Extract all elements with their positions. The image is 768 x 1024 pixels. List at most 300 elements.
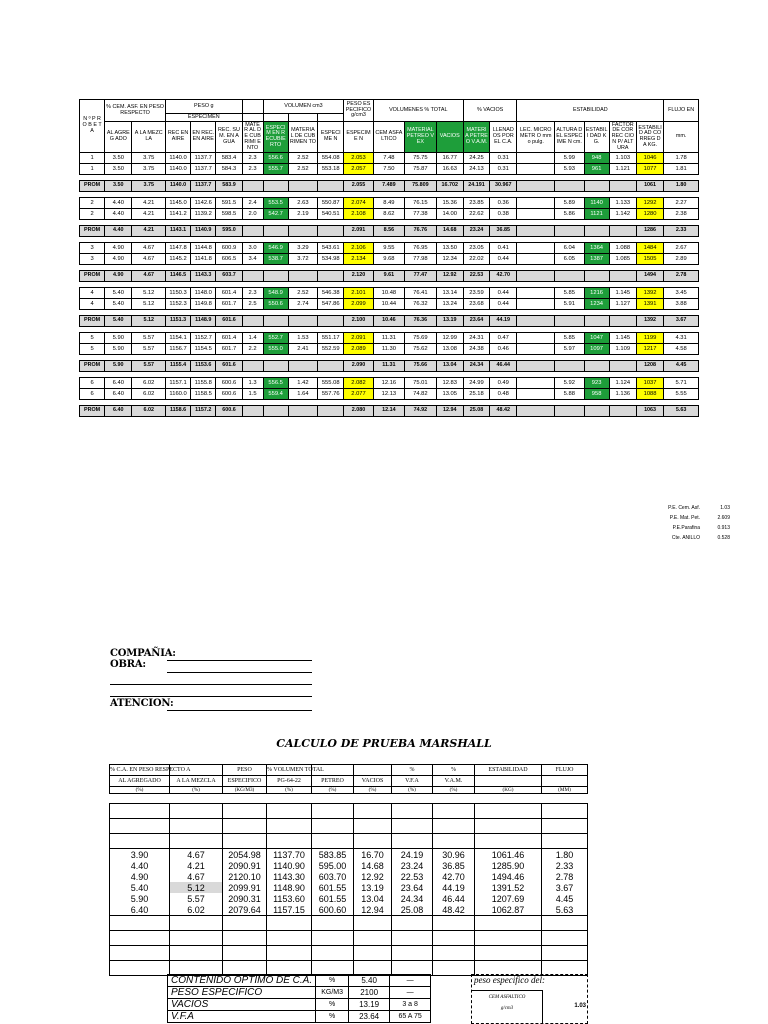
data-cell: 1088 (636, 389, 663, 400)
data-cell: 552.59 (318, 344, 344, 355)
average-cell: 8.56 (373, 226, 404, 237)
summary-header-cell: (%) (354, 787, 392, 794)
data-cell: 5.97 (555, 344, 584, 355)
average-cell: 75.809 (405, 181, 436, 192)
data-cell (517, 299, 555, 310)
summary-cell: 46.44 (433, 893, 475, 904)
average-cell: 1208 (636, 361, 663, 372)
data-cell: 3 (80, 243, 105, 254)
average-cell: 3.67 (664, 316, 699, 327)
average-cell (609, 316, 636, 327)
data-cell: 1140 (584, 198, 609, 209)
average-cell (555, 316, 584, 327)
average-cell: 76.36 (405, 316, 436, 327)
summary-header-cell: ESPECIFICO (223, 776, 267, 787)
data-cell: 2.63 (288, 198, 317, 209)
header-cell: ESTABILIDAD (517, 100, 664, 122)
average-cell: 4.40 (105, 226, 132, 237)
data-cell: 598.5 (216, 209, 242, 220)
optimum-name: V.F.A (168, 1011, 316, 1023)
average-cell: 22.53 (463, 271, 489, 282)
average-cell (263, 361, 288, 372)
average-row (80, 316, 699, 327)
summary-cell: 2090.31 (223, 893, 267, 904)
data-cell (517, 378, 555, 389)
data-cell (517, 164, 555, 175)
average-cell (318, 406, 344, 417)
average-cell: 583.9 (216, 181, 242, 192)
average-cell (584, 406, 609, 417)
table-row (80, 209, 699, 220)
average-cell: 42.70 (490, 271, 517, 282)
data-cell: 22.02 (463, 254, 489, 265)
average-cell: 603.7 (216, 271, 242, 282)
average-cell (242, 271, 263, 282)
header-cell: MATER AL DE CUBRIMI ENTO (242, 122, 263, 153)
average-cell (555, 181, 584, 192)
data-cell: 1.103 (609, 153, 636, 164)
summary-cell: 13.04 (354, 893, 392, 904)
data-cell: 1141.2 (166, 209, 191, 220)
average-cell (609, 181, 636, 192)
header-cell: % CEM. ASF. EN PESO RESPECTO (105, 100, 166, 122)
summary-header-cell: PETREO (312, 776, 354, 787)
data-cell: 4.31 (664, 333, 699, 344)
empty-cell (542, 946, 588, 961)
header-cell: LEC. MICROMETR O mm o pulg. (517, 122, 555, 153)
summary-cell: 1.80 (542, 849, 588, 861)
data-cell: 8.49 (373, 198, 404, 209)
data-cell: 23.59 (463, 288, 489, 299)
data-cell: 551.17 (318, 333, 344, 344)
average-row (80, 406, 699, 417)
empty-cell (475, 931, 542, 946)
data-cell: 2.089 (344, 344, 373, 355)
summary-cell: 1143.30 (267, 871, 312, 882)
table-row (80, 198, 699, 209)
data-cell: 4.67 (132, 243, 166, 254)
data-cell: 12.13 (373, 389, 404, 400)
header-cell: MATERIAL PETREO VEX (405, 122, 436, 153)
header-cell: ESPECIM EN RECUBIE RTO (263, 122, 288, 153)
data-cell: 1364 (584, 243, 609, 254)
data-cell: 5.99 (555, 153, 584, 164)
data-cell: 553.5 (263, 198, 288, 209)
data-cell: 1391 (636, 299, 663, 310)
data-cell: 1.124 (609, 378, 636, 389)
average-cell (288, 316, 317, 327)
summary-cell: 42.70 (433, 871, 475, 882)
data-cell: 12.34 (436, 254, 463, 265)
summary-cell: 1285.90 (475, 860, 542, 871)
data-cell: 77.38 (405, 209, 436, 220)
summary-header-row (110, 765, 588, 776)
data-cell: 1.085 (609, 254, 636, 265)
spacer-cell (312, 794, 354, 804)
data-cell: 600.9 (216, 243, 242, 254)
data-cell (517, 209, 555, 220)
data-cell: 2.52 (288, 288, 317, 299)
data-cell: 4.21 (132, 209, 166, 220)
data-cell: 2.0 (242, 209, 263, 220)
average-cell: 3.50 (105, 181, 132, 192)
average-cell: 1158.6 (166, 406, 191, 417)
data-cell: 1.142 (609, 209, 636, 220)
data-cell: 0.47 (490, 333, 517, 344)
empty-cell (110, 804, 170, 819)
optimum-value: 13.19 (349, 999, 390, 1011)
summary-cell: 600.60 (312, 904, 354, 916)
data-cell: 1.42 (288, 378, 317, 389)
data-cell: 1392 (636, 288, 663, 299)
summary-cell: 25.08 (392, 904, 433, 916)
data-cell: 5.71 (664, 378, 699, 389)
table-row (110, 860, 588, 871)
average-cell: 1143.3 (191, 271, 216, 282)
average-cell: 1061 (636, 181, 663, 192)
summary-cell: 1391.52 (475, 882, 542, 893)
optimum-row (168, 999, 431, 1011)
data-cell: 550.87 (318, 198, 344, 209)
table-row (80, 333, 699, 344)
data-cell: 13.24 (436, 299, 463, 310)
empty-cell (354, 931, 392, 946)
data-cell: 6.04 (555, 243, 584, 254)
empty-cell (392, 834, 433, 849)
table-row (110, 871, 588, 882)
average-cell: 600.6 (216, 406, 242, 417)
average-cell (263, 271, 288, 282)
average-cell: 1146.5 (166, 271, 191, 282)
data-cell: 24.99 (463, 378, 489, 389)
empty-cell (542, 834, 588, 849)
data-cell: 540.51 (318, 209, 344, 220)
empty-cell (312, 916, 354, 931)
data-cell: 559.4 (263, 389, 288, 400)
average-cell: PROM (80, 181, 105, 192)
data-cell: 0.38 (490, 209, 517, 220)
data-cell: 23.05 (463, 243, 489, 254)
data-cell: 2.2 (242, 344, 263, 355)
optimum-row (168, 987, 431, 999)
average-cell: 1392 (636, 316, 663, 327)
summary-header-cell: PG-64-22 (267, 776, 312, 787)
average-cell (584, 271, 609, 282)
average-cell: 5.90 (105, 361, 132, 372)
data-cell: 5.90 (105, 344, 132, 355)
empty-cell (433, 804, 475, 819)
header-cell: mm. (664, 122, 699, 153)
empty-cell (392, 916, 433, 931)
average-cell: 1063 (636, 406, 663, 417)
summary-header-cell: V.F.A (392, 776, 433, 787)
data-cell: 0.48 (490, 389, 517, 400)
table-row (80, 299, 699, 310)
summary-header-cell: % (392, 765, 433, 776)
pe-key: P.E.Parafina (672, 525, 700, 531)
marshall-main-table (79, 99, 699, 417)
data-cell: 25.18 (463, 389, 489, 400)
data-cell: 5.93 (555, 164, 584, 175)
average-cell: 9.61 (373, 271, 404, 282)
summary-cell: 1148.90 (267, 882, 312, 893)
empty-cell (223, 819, 267, 834)
summary-header-cell: (%) (392, 787, 433, 794)
data-cell: 6.02 (132, 378, 166, 389)
data-cell: 2.41 (288, 344, 317, 355)
summary-cell: 22.53 (392, 871, 433, 882)
summary-header-cell: (%) (110, 787, 170, 794)
table-row (110, 904, 588, 916)
average-cell: 44.19 (490, 316, 517, 327)
empty-cell (354, 946, 392, 961)
data-cell: 534.98 (318, 254, 344, 265)
average-cell (555, 361, 584, 372)
spacer-cell (170, 794, 223, 804)
summary-cell: 601.55 (312, 882, 354, 893)
header-cell: PESO g (166, 100, 243, 114)
data-cell: 10.44 (373, 299, 404, 310)
data-cell: 546.9 (263, 243, 288, 254)
data-cell: 542.7 (263, 209, 288, 220)
data-cell: 1147.8 (166, 243, 191, 254)
header-cell: MATERIA PETREO V.A.M. (463, 122, 489, 153)
data-cell: 550.6 (263, 299, 288, 310)
average-cell: 2.78 (664, 271, 699, 282)
summary-header-row (110, 776, 588, 787)
average-cell: 24.34 (463, 361, 489, 372)
attention-label: ATENCION: (110, 698, 174, 709)
data-cell: 2.053 (344, 153, 373, 164)
header-cell: FACTOR DE CORREC CION P/ ALTURA (609, 122, 636, 153)
summary-cell: 1137.70 (267, 849, 312, 861)
average-cell: 3.75 (132, 181, 166, 192)
data-cell: 1484 (636, 243, 663, 254)
data-cell: 23.85 (463, 198, 489, 209)
blank-line-1 (110, 684, 312, 685)
data-cell (517, 333, 555, 344)
average-cell (555, 406, 584, 417)
average-cell: 14.68 (436, 226, 463, 237)
average-cell (288, 406, 317, 417)
summary-cell: 24.34 (392, 893, 433, 904)
average-cell: 76.76 (405, 226, 436, 237)
header-cell: AL AGREG ADO (105, 122, 132, 153)
data-cell: 2.3 (242, 288, 263, 299)
optimum-range: 3 a 8 (390, 999, 431, 1011)
empty-cell (170, 804, 223, 819)
header-cell: VACIOS (436, 122, 463, 153)
summary-cell: 5.12 (170, 882, 223, 893)
data-cell: 10.48 (373, 288, 404, 299)
empty-cell (475, 916, 542, 931)
data-cell: 1140.0 (166, 164, 191, 175)
spacer-cell (433, 794, 475, 804)
summary-cell: 2099.91 (223, 882, 267, 893)
header-cell: N º P R O B E T A (80, 100, 105, 153)
data-cell: 1152.3 (166, 299, 191, 310)
data-cell (517, 344, 555, 355)
empty-cell (392, 804, 433, 819)
spacer-cell (110, 794, 170, 804)
spacer-cell (267, 794, 312, 804)
data-cell: 1 (80, 153, 105, 164)
optimum-unit: % (316, 975, 349, 987)
summary-cell: 5.40 (110, 882, 170, 893)
average-cell: 7.489 (373, 181, 404, 192)
summary-cell: 4.21 (170, 860, 223, 871)
average-cell (263, 406, 288, 417)
average-row (80, 226, 699, 237)
empty-cell (223, 834, 267, 849)
data-cell: 1145.2 (166, 254, 191, 265)
empty-cell (392, 946, 433, 961)
average-cell: 16.702 (436, 181, 463, 192)
empty-cell (433, 961, 475, 976)
data-cell (517, 243, 555, 254)
data-cell: 1145.0 (166, 198, 191, 209)
data-cell: 2.67 (664, 243, 699, 254)
data-cell: 2.057 (344, 164, 373, 175)
gravity-label-cell (472, 990, 543, 1023)
header-cell (318, 114, 344, 122)
empty-cell (312, 819, 354, 834)
average-cell: 2.100 (344, 316, 373, 327)
table-row (110, 893, 588, 904)
marshall-data-sheet (79, 99, 699, 417)
data-cell: 2.3 (242, 153, 263, 164)
summary-cell: 23.24 (392, 860, 433, 871)
optimum-unit: % (316, 999, 349, 1011)
average-cell: 2.090 (344, 361, 373, 372)
data-cell: 7.48 (373, 153, 404, 164)
summary-cell: 3.90 (110, 849, 170, 861)
data-cell: 1047 (584, 333, 609, 344)
data-cell (517, 254, 555, 265)
average-cell: 4.21 (132, 226, 166, 237)
pe-key: P.E. Cem. Asf. (668, 505, 700, 511)
data-cell: 2.89 (664, 254, 699, 265)
work-label: OBRA: (110, 659, 146, 670)
work-line (167, 672, 312, 673)
data-cell: 601.4 (216, 333, 242, 344)
summary-header-cell: ESTABILIDAD (475, 765, 542, 776)
average-cell (288, 181, 317, 192)
summary-header-cell: VACIOS (354, 776, 392, 787)
average-cell: 4.67 (132, 271, 166, 282)
summary-cell: 2.33 (542, 860, 588, 871)
data-cell: 1154.5 (191, 344, 216, 355)
data-cell: 2.5 (242, 299, 263, 310)
empty-cell (312, 804, 354, 819)
data-cell: 9.68 (373, 254, 404, 265)
average-cell: 30.967 (490, 181, 517, 192)
data-cell: 6.02 (132, 389, 166, 400)
data-cell: 5.12 (132, 288, 166, 299)
empty-cell (312, 834, 354, 849)
data-cell: 601.7 (216, 299, 242, 310)
data-cell: 1158.5 (191, 389, 216, 400)
optimum-unit: % (316, 1011, 349, 1023)
summary-header-cell (475, 776, 542, 787)
summary-cell: 36.85 (433, 860, 475, 871)
data-cell: 3.75 (132, 153, 166, 164)
data-cell: 4.40 (105, 209, 132, 220)
marshall-summary-table (109, 764, 588, 976)
empty-cell (223, 931, 267, 946)
average-cell: 4.90 (105, 271, 132, 282)
gravity-label: CEM ASFALTICO (488, 995, 526, 1000)
summary-cell: 48.42 (433, 904, 475, 916)
average-cell: 1148.9 (191, 316, 216, 327)
data-cell: 1292 (636, 198, 663, 209)
data-cell: 1.4 (242, 333, 263, 344)
summary-cell: 1140.90 (267, 860, 312, 871)
summary-header-cell: % C.A. EN PESO RESPECTO A (110, 765, 170, 776)
data-cell: 546.38 (318, 288, 344, 299)
average-cell: PROM (80, 271, 105, 282)
average-cell: 12.14 (373, 406, 404, 417)
average-cell: 74.92 (405, 406, 436, 417)
summary-cell: 4.67 (170, 871, 223, 882)
header-cell (263, 114, 288, 122)
empty-cell (392, 931, 433, 946)
empty-cell (475, 819, 542, 834)
average-cell (584, 316, 609, 327)
data-cell: 75.01 (405, 378, 436, 389)
data-cell: 601.7 (216, 344, 242, 355)
data-cell: 75.69 (405, 333, 436, 344)
data-cell: 1139.2 (191, 209, 216, 220)
data-cell: 548.9 (263, 288, 288, 299)
average-cell (263, 316, 288, 327)
average-cell: 5.63 (664, 406, 699, 417)
data-cell: 4.90 (105, 243, 132, 254)
empty-cell (223, 946, 267, 961)
optimum-name: VACIOS (168, 999, 316, 1011)
summary-cell: 1061.46 (475, 849, 542, 861)
empty-cell (267, 819, 312, 834)
header-cell: ESPECIMEN (166, 114, 243, 122)
average-cell: 5.57 (132, 361, 166, 372)
empty-cell (267, 834, 312, 849)
average-cell (242, 406, 263, 417)
data-cell: 5.40 (105, 299, 132, 310)
blank-line-2 (110, 696, 312, 697)
header-cell: ESTABILID AD CORREG DA KG. (636, 122, 663, 153)
data-cell: 9.55 (373, 243, 404, 254)
average-cell: 10.46 (373, 316, 404, 327)
pe-value: 0.913 (717, 525, 730, 531)
data-cell: 555.0 (263, 344, 288, 355)
data-cell: 1046 (636, 153, 663, 164)
data-cell: 923 (584, 378, 609, 389)
summary-header-cell: (%) (433, 787, 475, 794)
data-cell: 5 (80, 333, 105, 344)
data-cell: 1.53 (288, 333, 317, 344)
data-cell: 601.4 (216, 288, 242, 299)
data-cell: 6 (80, 389, 105, 400)
data-cell: 0.36 (490, 198, 517, 209)
optimum-value: 2100 (349, 987, 390, 999)
data-cell: 1037 (636, 378, 663, 389)
spacer-cell (392, 794, 433, 804)
average-cell: 601.6 (216, 316, 242, 327)
data-cell: 2.52 (288, 164, 317, 175)
data-cell: 0.46 (490, 344, 517, 355)
data-cell: 958 (584, 389, 609, 400)
average-row (80, 361, 699, 372)
